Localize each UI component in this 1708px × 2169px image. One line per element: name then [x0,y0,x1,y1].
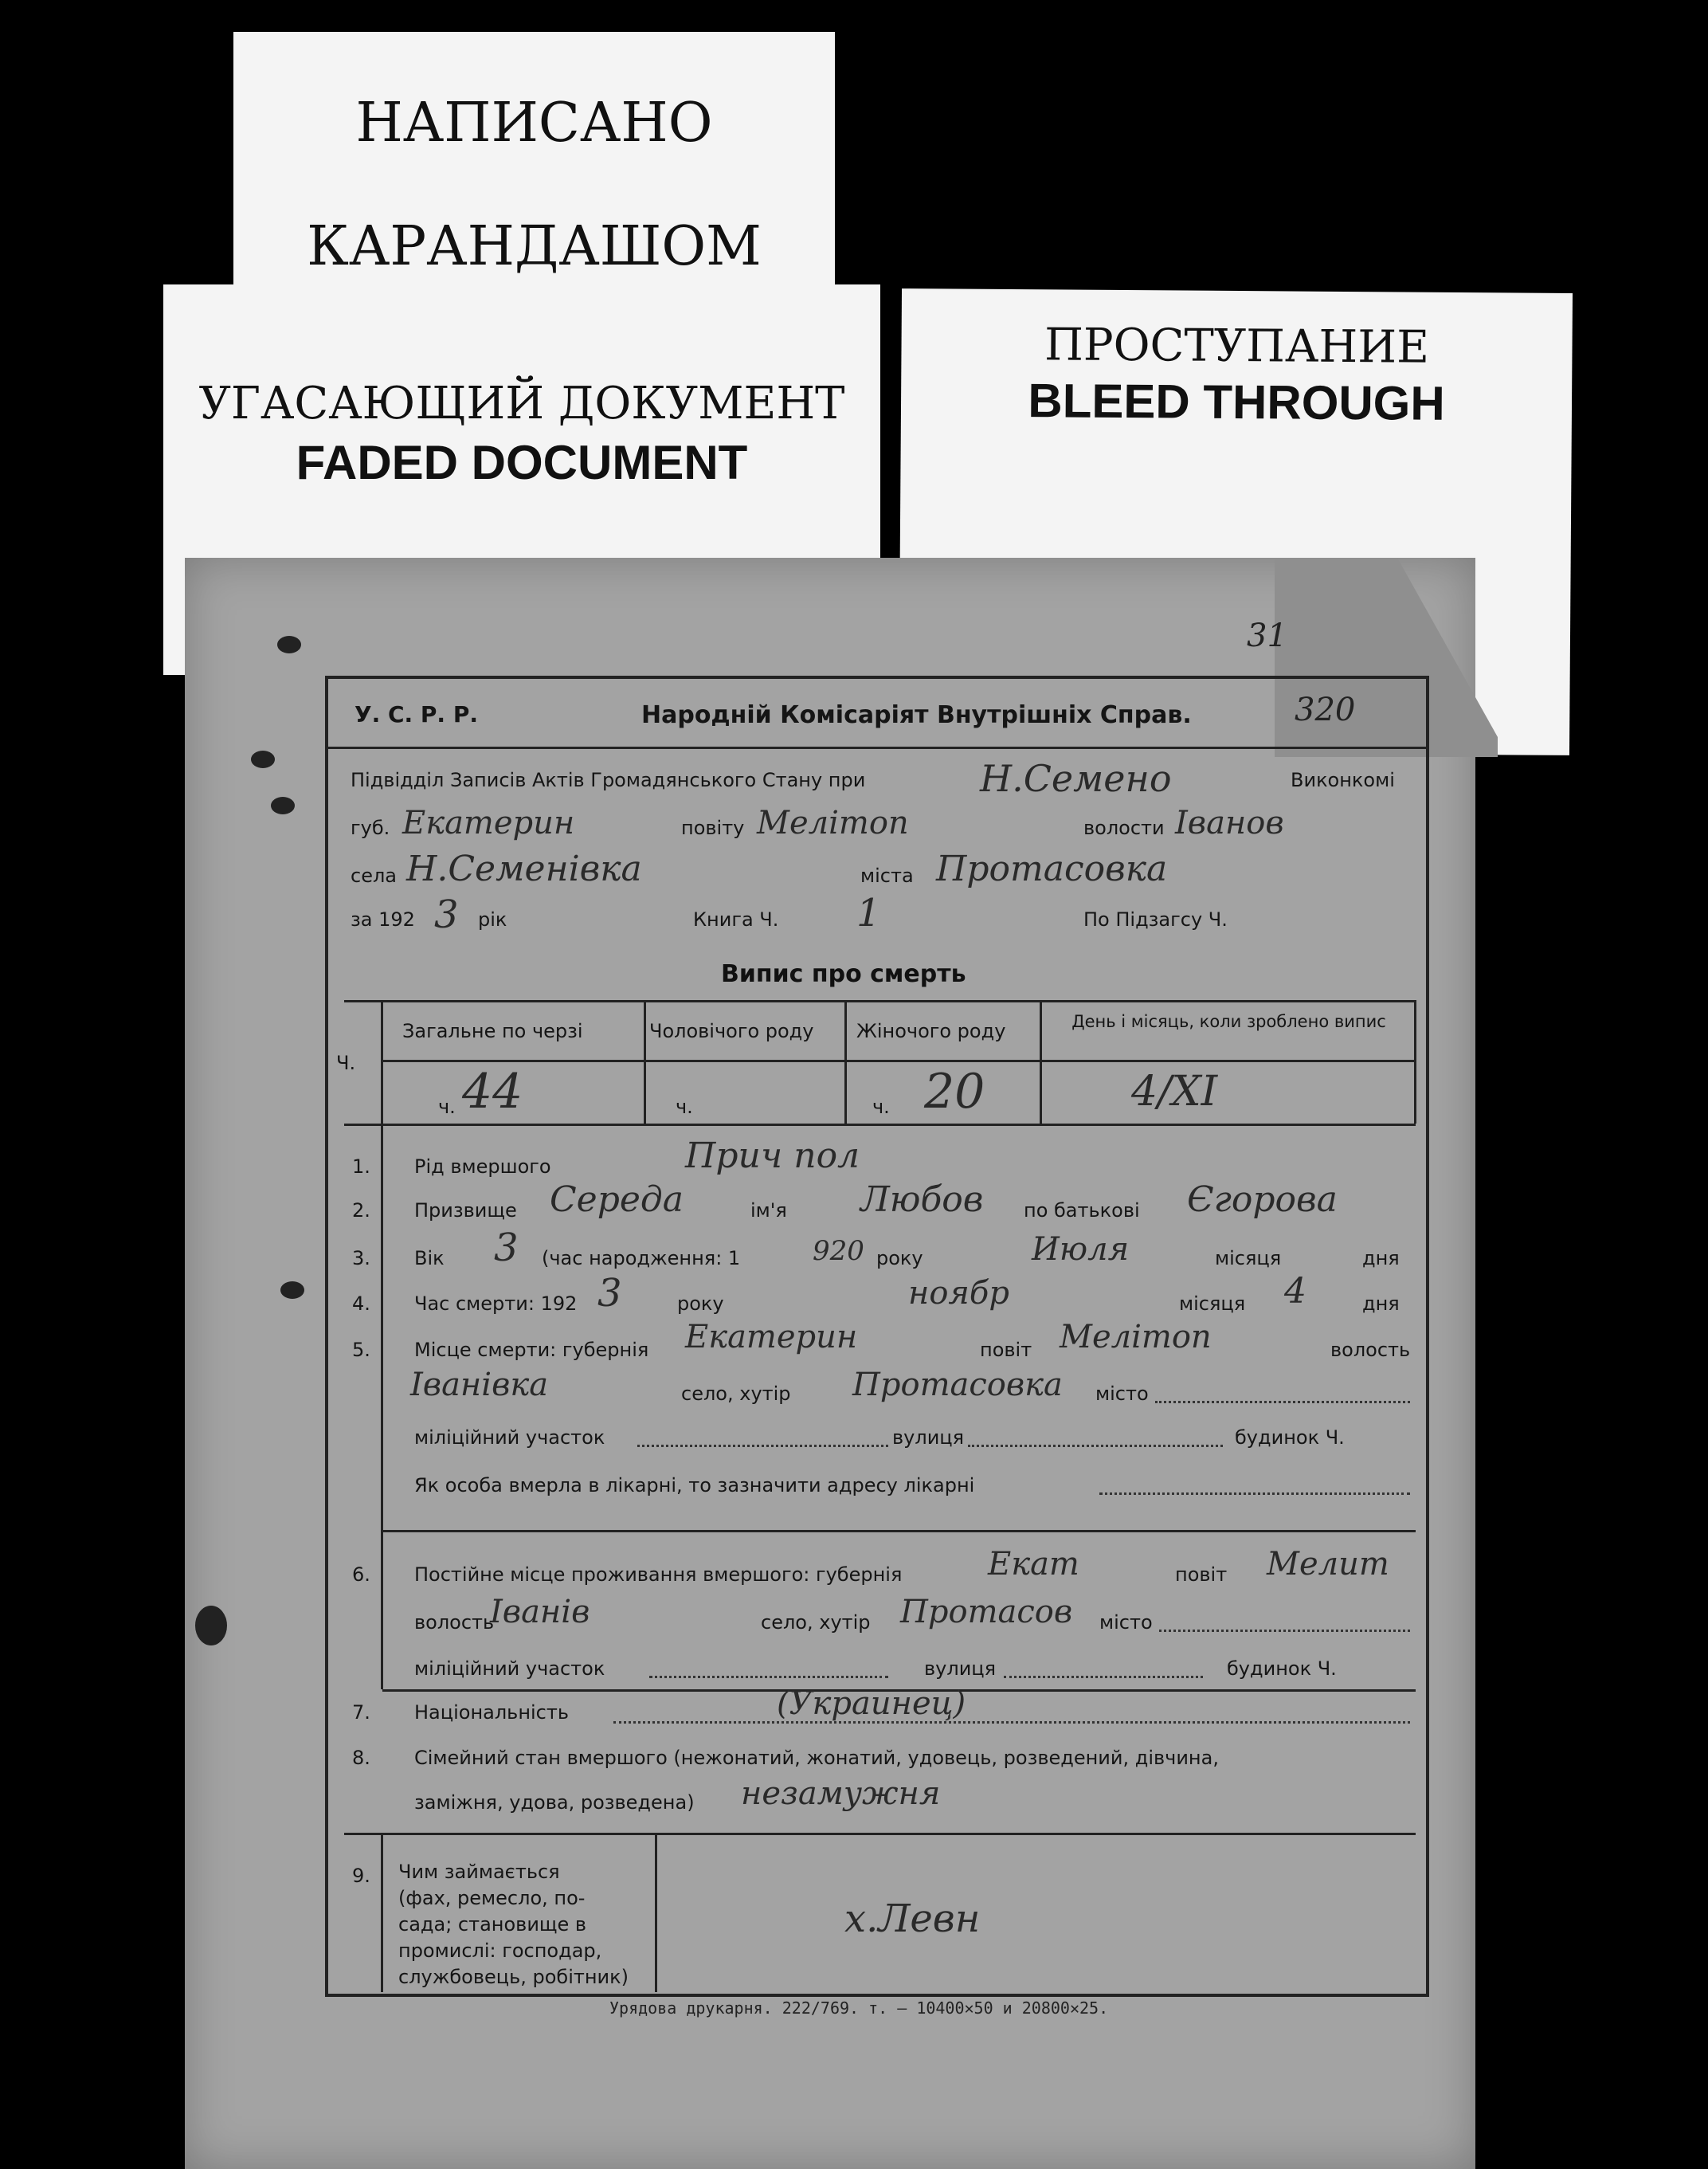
pencil-label-ru-1: НАПИСАНО [355,92,713,155]
povit-label: повіту [681,817,745,839]
table-mid [382,1060,1416,1062]
field-occupation-label-5: службовець, робітник) [398,1966,629,1988]
divider [344,1833,1416,1835]
cell-ch-2: ч. [676,1096,693,1118]
faded-label-en: FADED DOCUMENT [296,436,748,489]
field-death-volost-hw: Іванівка [410,1367,549,1403]
field-nationality-label: Національність [414,1701,570,1724]
field-death-time-label: Час смерти: 192 [414,1292,578,1315]
archive-number-right: 320 [1295,692,1356,728]
cell-total: 44 [462,1064,523,1120]
sela-label: села [351,865,398,887]
faded-label-ru: УГАСАЮЩИЙ ДОКУМЕНТ [198,378,845,429]
field-number: 1. [352,1155,370,1178]
field-age-hw: 3 [494,1226,519,1270]
field-residence-label: Постійне місце проживання вмершого: губернія [414,1563,903,1586]
field-patronymic-label: по батькові [1024,1199,1140,1222]
cell-ch-3: ч. [872,1096,890,1118]
field-residence-village-hw: Протасов [900,1594,1073,1630]
pidzagsu-label: По Підзагсу Ч. [1083,908,1228,931]
col-header-date: День і місяць, коли зроблено випис [1071,1012,1386,1031]
field-death-month-hw: ноябр [908,1275,1009,1312]
gub-label: губ. [351,817,390,839]
kniga-hw: 1 [856,891,881,935]
field-nationality-hw: (Украинец) [777,1685,966,1722]
field-number: 2. [352,1199,370,1222]
field-occupation-hw: х.Левн [844,1896,981,1941]
field-death-house-label: будинок Ч. [1235,1426,1345,1449]
punch-hole [280,1281,304,1299]
vykonkom-label: Виконкомі [1291,769,1395,791]
field-residence-village-label: село, хутір [761,1611,871,1634]
field-number: 8. [352,1747,370,1769]
punch-hole [251,751,275,768]
field-number: 3. [352,1247,370,1269]
blank-line [1099,1492,1410,1495]
blank-line [1155,1401,1410,1403]
table-vline [381,1000,383,1124]
field-vline [381,1530,383,1689]
field-residence-volost-label: волость [414,1611,495,1634]
blank-line [649,1676,888,1678]
field-residence-volost-hw: Іванів [490,1594,590,1630]
printer-line: Урядова друкарня. 222/769. т. – 10400✕50 и 20800✕25. [609,1998,1109,2018]
field-surname-label: Призвище [414,1199,517,1222]
field-residence-town-label: місто [1099,1611,1153,1634]
blank-line [613,1721,1410,1724]
field-vline [381,1833,383,1992]
col-header-total: Загальне по черзі [402,1020,583,1042]
archive-number-top: 31 [1247,618,1287,654]
punch-hole [195,1606,227,1645]
blank-line [1159,1630,1410,1632]
punch-hole [277,636,301,653]
year-suffix: рік [478,908,507,931]
table-vline [644,1000,646,1124]
table-top [344,1000,1416,1002]
field-birth-month-hw: Июля [1032,1231,1130,1268]
field-number: 7. [352,1701,370,1724]
field-occupation-label-3: сада; становище в [398,1913,587,1936]
field-death-place-label: Місце смерти: губернія [414,1339,649,1361]
cell-date: 4/XI [1131,1068,1218,1116]
field-marital-hw: незамужня [741,1775,941,1812]
field-rid-hw: Прич пол [685,1135,860,1176]
header-ussr: У. С. Р. Р. [355,701,478,728]
blank-line [1004,1676,1203,1678]
field-vline [655,1833,657,1992]
field-death-povit-label: повіт [980,1339,1032,1361]
volost-hw: Іванов [1175,805,1284,841]
field-number: 9. [352,1865,370,1887]
field-death-povit-hw: Мелітоп [1060,1319,1212,1355]
field-residence-povit-label: повіт [1175,1563,1228,1586]
field-age-label: Вік [414,1247,445,1269]
povit-hw: Мелітоп [757,805,909,841]
field-number: 5. [352,1339,370,1361]
field-name-label: ім'я [750,1199,787,1222]
field-death-year-hw: 3 [597,1271,622,1316]
field-name-hw: Любов [860,1179,984,1220]
volost-label: волости [1083,817,1165,839]
field-death-month-label: місяця [1179,1292,1246,1315]
field-occupation-label-4: промислі: господар, [398,1940,602,1962]
mista-label: міста [860,865,914,887]
field-number: 4. [352,1292,370,1315]
field-death-day-label: дня [1362,1292,1400,1315]
field-number: 6. [352,1563,370,1586]
table-bottom [344,1124,1416,1126]
gub-hw: Екатерин [402,805,575,841]
table-vline [1040,1000,1042,1124]
field-residence-povit-hw: Мелит [1267,1546,1389,1583]
field-residence-gub-hw: Екат [988,1546,1079,1583]
field-birth-label: (час народження: 1 [542,1247,741,1269]
field-marital-label-2: заміжня, удова, розведена) [414,1791,695,1814]
field-death-volost-label: волость [1330,1339,1411,1361]
kniga-label: Книга Ч. [693,908,779,931]
field-death-day-hw: 4 [1284,1271,1306,1312]
document-title: Випис про смерть [721,960,966,988]
cell-ch-1: ч. [438,1096,456,1118]
field-residence-house-label: будинок Ч. [1227,1657,1337,1680]
field-surname-hw: Середа [550,1179,684,1220]
bleed-label-en: BLEED THROUGH [1028,374,1445,430]
field-death-militia-label: міліційний участок [414,1426,605,1449]
field-occupation-label-2: (фах, ремесло, по- [398,1887,586,1909]
divider [382,1530,1416,1532]
header-commissariat: Народній Комісаріят Внутрішніх Справ. [641,701,1192,729]
field-birth-hw: 920 [813,1235,864,1267]
blank-line [968,1445,1223,1447]
field-death-gub-hw: Екатерин [685,1319,858,1355]
col-header-female: Жіночого роду [856,1020,1006,1042]
year-hw: 3 [434,892,459,937]
year-label: за 192 [351,908,415,931]
field-death-village-hw: Протасовка [852,1367,1063,1403]
field-residence-militia-label: міліційний участок [414,1657,605,1680]
punch-hole [271,797,295,814]
mista-hw: Протасовка [936,849,1168,889]
field-death-street-label: вулиця [892,1426,965,1449]
sela-hw: Н.Семенівка [406,849,642,889]
divider [325,747,1426,749]
field-hospital-label: Як особа вмерла в лікарні, то зазначити адресу лікарні [414,1474,975,1496]
field-death-village-label: село, хутір [681,1383,791,1405]
field-marital-label: Сімейний стан вмершого (нежонатий, жонатий, удовець, розведений, дівчина, [414,1747,1219,1769]
field-occupation-label-1: Чим займається [398,1861,560,1883]
table-row-label: Ч. [336,1052,356,1074]
field-patronymic-hw: Єгорова [1187,1179,1338,1220]
field-residence-street-label: вулиця [924,1657,997,1680]
blank-line [637,1445,888,1447]
bleed-label-ru: ПРОСТУПАНИЕ [1044,319,1430,374]
cell-female: 20 [924,1064,985,1120]
table-vline [844,1000,847,1124]
field-death-year-label: року [677,1292,724,1315]
field-vline [381,1124,383,1530]
field-rid-label: Рід вмершого [414,1155,551,1178]
zags-label: Підвідділ Записів Актів Громадянського Стану при [351,769,866,791]
table-vline [1414,1000,1416,1124]
col-header-male: Чоловічого роду [649,1020,814,1042]
field-birth-day-label: дня [1362,1247,1400,1269]
pencil-writing-label [233,32,835,303]
field-death-town-label: місто [1095,1383,1149,1405]
field-birth-year-label: року [876,1247,923,1269]
pencil-label-ru-2: КАРАНДАШОМ [307,215,762,278]
zags-hw: Н.Семено [980,757,1172,800]
field-birth-month-label: місяця [1215,1247,1282,1269]
